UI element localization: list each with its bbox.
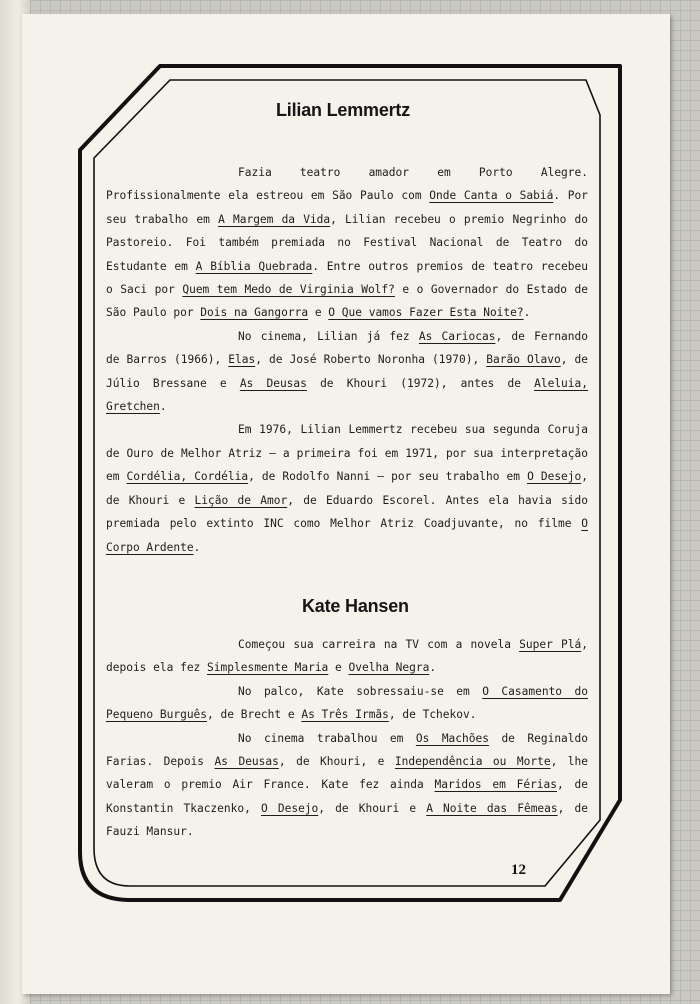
work-title: A Noite das Fêmeas <box>426 801 558 815</box>
work-title: Elas <box>228 353 256 367</box>
work-title: O Desejo <box>527 470 582 484</box>
work-title: O Desejo <box>260 801 319 815</box>
work-title: Quem tem Medo de Virginia Wolf? <box>182 283 395 297</box>
work-title: Aleluia, Gretchen <box>106 376 588 414</box>
work-title: Maridos em Férias <box>434 778 558 792</box>
section-body-lilian <box>106 161 588 559</box>
work-title: A Margem da Vida <box>218 212 331 226</box>
page-number: 12 <box>511 862 526 878</box>
work-title: O Que vamos Fazer Esta Noite? <box>328 306 524 320</box>
work-title: Super Plá <box>519 638 582 651</box>
lilian-paragraph-3: Em 1976, Lilian Lemmertz recebeu sua segunda Coruja de Ouro de Melhor Atriz — a primeira foi em 1971, por sua interpretação em Cordélia, Cordélia, de Rodolfo Nanni — por seu trabalho em O Desejo, de Khouri e Lição de Amor, de Eduardo Escorel. Antes ela havia sido premiada pelo extinto INC como Melhor Atriz Coadjuvante, no filme O Corpo Ardente. <box>106 423 589 554</box>
work-title: O Corpo Ardente <box>106 517 588 554</box>
kate-paragraph-3: No cinema trabalhou em Os Machões de Reginaldo Farias. Depois As Deusas, de Khouri, e Independência ou Morte, lhe valeram o premio Air France. Kate fez ainda Maridos em Férias, de Konstantin Tkaczenko, O Desejo, de Khouri e A Noite das Fêmeas, de Fauzi Mansur. <box>106 731 589 839</box>
work-title: Onde Canta o Sabiá <box>429 189 554 203</box>
work-title: Simplesmente Maria <box>207 661 329 675</box>
work-title: As Deusas <box>214 755 279 769</box>
section-body-kate <box>106 633 588 844</box>
section-title-kate: Kate Hansen <box>302 596 409 616</box>
work-title: As Três Irmãs <box>301 708 389 722</box>
work-title: Dois na Gangorra <box>200 306 309 320</box>
section-title-lilian: Lilian Lemmertz <box>276 100 411 120</box>
work-title: Barão Olavo <box>486 353 561 367</box>
work-title: O Casamento do Pequeno Burguês <box>106 684 588 722</box>
work-title: Ovelha Negra <box>348 661 430 675</box>
work-title: A Bíblia Quebrada <box>195 259 313 273</box>
work-title: Independência ou Morte <box>394 755 551 769</box>
work-title: Cordélia, Cordélia <box>126 470 249 484</box>
lilian-paragraph-1: Fazia teatro amador em Porto Alegre. Profissionalmente ela estreou em São Paulo com Onde Canta o Sabiá. Por seu trabalho em A Margem da Vida, Lilian recebeu o premio Negrinho do Pastoreio. Foi também premiada no Festival Nacional de Teatro do Estudante em A Bíblia Quebrada. Entre outros premios de teatro recebeu o Saci por Quem tem Medo de Virginia Wolf? e o Governador do Estado de São Paulo por Dois na Gangorra e O Que vamos Fazer Esta Noite?. <box>106 166 588 320</box>
lilian-paragraph-2: No cinema, Lilian já fez As Cariocas, de Fernando de Barros (1966), Elas, de José Roberto Noronha (1970), Barão Olavo, de Júlio Bressane e As Deusas de Khouri (1972), antes de Aleluia, Gretchen. <box>106 329 589 414</box>
work-title: As Cariocas <box>418 329 496 343</box>
work-title: Lição de Amor <box>194 493 288 507</box>
kate-paragraph-2: No palco, Kate sobressaiu-se em O Casamento do Pequeno Burguês, de Brecht e As Três Irmãs, de Tchekov. <box>106 684 588 722</box>
kate-paragraph-1: Começou sua carreira na TV com a novela Super Plá, depois ela fez Simplesmente Maria e Ovelha Negra. <box>106 638 588 675</box>
work-title: As Deusas <box>239 376 307 390</box>
work-title: Os Machões <box>415 731 489 745</box>
